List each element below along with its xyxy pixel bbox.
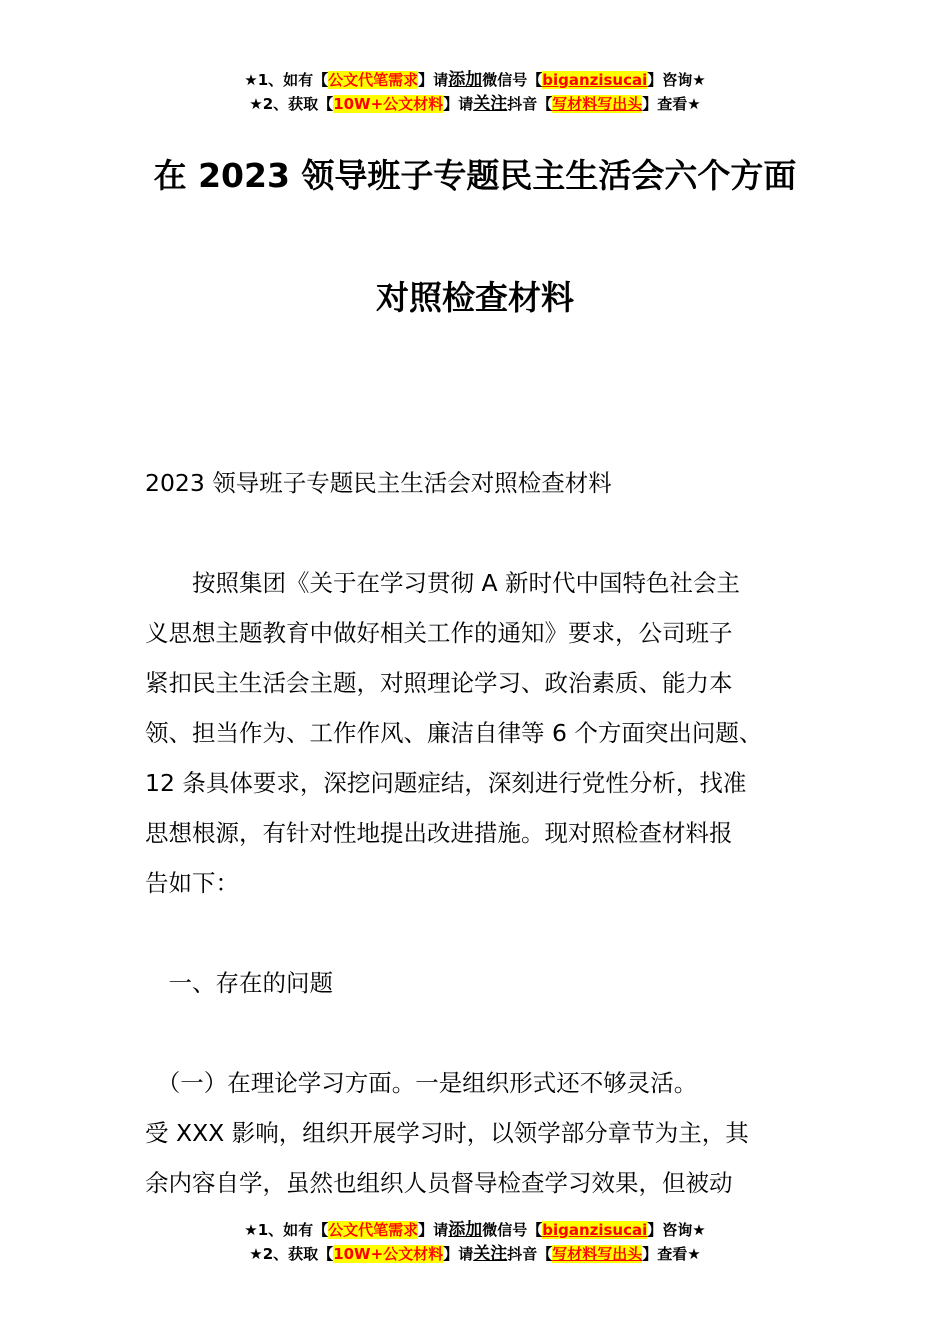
section-heading: 一、存在的问题 — [145, 969, 333, 997]
text-line: 思想根源，有针对性地提出改进措施。现对照检查材料报 — [145, 819, 733, 847]
text-line: 余内容自学，虽然也组织人员督导检查学习效果，但被动 — [145, 1169, 733, 1197]
promo-banner-top — [0, 68, 950, 116]
text-line: 告如下： — [145, 869, 239, 897]
text-line: 紧扣民主生活会主题，对照理论学习、政治素质、能力本 — [145, 669, 733, 697]
paragraph-theory — [145, 1058, 825, 1208]
text-line: 领、担当作为、工作作风、廉洁自律等 6 个方面突出问题、 — [145, 719, 763, 747]
text-line: 义思想主题教育中做好相关工作的通知》要求，公司班子 — [145, 619, 733, 647]
wechat-id: biganzisucai — [542, 71, 648, 89]
promo-line-1: ★1、如有【公文代笔需求】请添加微信号【biganzisucai】咨询★ — [244, 70, 706, 90]
doc-title-line-1: 在 2023 领导班子专题民主生活会六个方面 — [153, 156, 797, 195]
paragraph-intro — [145, 558, 825, 908]
subtitle: 2023 领导班子专题民主生活会对照检查材料 — [145, 469, 612, 497]
text-line: （一）在理论学习方面。一是组织形式还不够灵活。 — [145, 1069, 698, 1097]
promo-line-2: ★2、获取【10W+公文材料】请关注抖音【写材料写出头】查看★ — [249, 94, 701, 114]
text-line: 受 XXX 影响，组织开展学习时，以领学部分章节为主，其 — [145, 1119, 749, 1147]
doc-title-line-2: 对照检查材料 — [376, 278, 574, 317]
text-line: 按照集团《关于在学习贯彻 A 新时代中国特色社会主 — [145, 569, 741, 597]
text-line: 12 条具体要求，深挖问题症结，深刻进行党性分析，找准 — [145, 769, 747, 797]
promo-banner-bottom: ★1、如有【公文代笔需求】请添加微信号【biganzisucai】咨询★ ★2、获取【10W+公文材料】请关注抖音【写材料写出头】查看★ — [244, 1220, 706, 1264]
